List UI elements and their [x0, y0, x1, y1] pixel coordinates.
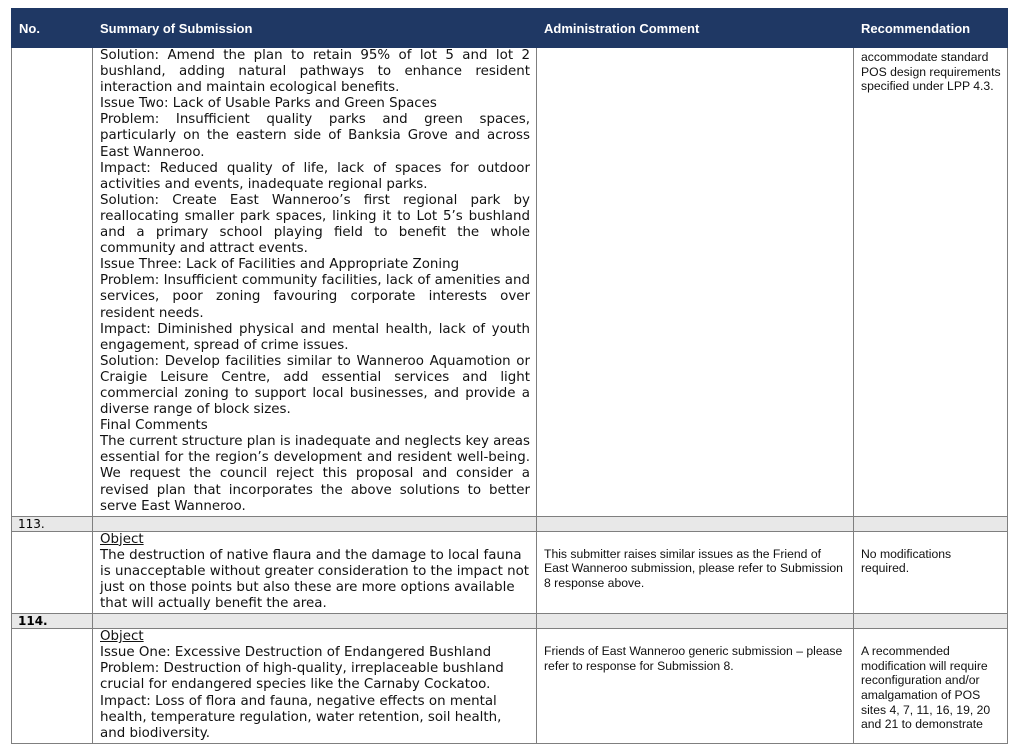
- submission-113-summary-cell: [93, 531, 537, 613]
- summary-line: Solution: Create East Wanneroo’s first regional park by reallocating smaller park spaces, linking it to Lot 5’s bushland and a primary school playing field to benefit the whole community and attract events.: [100, 192, 530, 257]
- submission-113-number: 113.: [12, 516, 93, 531]
- submission-114-number: 114.: [12, 614, 93, 629]
- continued-summary-cell: [93, 48, 537, 517]
- summary-text: The destruction of native flaura and the damage to local fauna is unacceptable without greater consideration to the impact not just on those points but also these are more options available that will actually benefit the area.: [100, 547, 530, 612]
- object-label: Object: [100, 629, 144, 645]
- object-label: Object: [100, 531, 144, 547]
- submission-114-recommendation: A recommended modification will require reconfiguration and/or amalgamation of POS sites 4, 7, 11, 16, 19, 20 and 21 to demonstrate: [854, 629, 1008, 744]
- submission-113-number-row: [12, 516, 1008, 531]
- summary-line: Solution: Develop facilities similar to Wanneroo Aquamotion or Craigie Leisure Centre, add essential services and light commercial zoning to support local businesses, and provide a diverse range of block sizes.: [100, 353, 530, 418]
- summary-line: Problem: Destruction of high-quality, irreplaceable bushland crucial for endangered species like the Carnaby Cockatoo.: [100, 661, 504, 693]
- summary-line: Issue One: Excessive Destruction of Endangered Bushland: [100, 645, 492, 661]
- continued-admin-cell: [537, 48, 854, 517]
- continued-no-cell: [12, 48, 93, 517]
- continued-recommendation-cell: accommodate standard POS design requirements specified under LPP 4.3.: [854, 48, 1008, 517]
- summary-line: Issue Two: Lack of Usable Parks and Green Spaces: [100, 96, 437, 112]
- header-admin-comment: Administration Comment: [537, 9, 854, 48]
- summary-line: Final Comments: [100, 418, 208, 434]
- submission-113-admin-comment: This submitter raises similar issues as the Friend of East Wanneroo submission, please refer to Submission 8 response above.: [537, 531, 854, 613]
- summary-line: The current structure plan is inadequate and neglects key areas essential for the region’s development and resident well-being. We request the council reject this proposal and consider a revised plan that incorporates the above solutions to better serve East Wanneroo.: [100, 434, 530, 514]
- submission-114-admin-comment: Friends of East Wanneroo generic submission – please refer to response for Submission 8.: [537, 629, 854, 744]
- summary-line: Solution: Amend the plan to retain 95% of lot 5 and lot 2 bushland, adding natural pathways to enhance resident interaction and maintain ecological benefits.: [100, 48, 530, 96]
- submissions-table-page: [11, 8, 1007, 744]
- table-header-row: [12, 9, 1008, 48]
- summary-line: Problem: Insufficient quality parks and green spaces, particularly on the eastern side of Banksia Grove and across East Wanneroo.: [100, 112, 530, 160]
- summary-line: Impact: Reduced quality of life, lack of spaces for outdoor activities and events, inadequate regional parks.: [100, 160, 530, 192]
- summary-line: Problem: Insufficient community facilities, lack of amenities and services, poor zoning favouring corporate interests over resident needs.: [100, 273, 530, 321]
- submission-113-row: [12, 531, 1008, 613]
- summary-line: Issue Three: Lack of Facilities and Appropriate Zoning: [100, 257, 460, 273]
- submissions-table: [11, 8, 1008, 744]
- header-no: No.: [12, 9, 93, 48]
- table-row-continued: [12, 48, 1008, 517]
- submission-113-recommendation: No modifications required.: [854, 531, 1008, 613]
- summary-line: Impact: Diminished physical and mental health, lack of youth engagement, spread of crime issues.: [100, 321, 530, 353]
- submission-114-row: [12, 629, 1008, 744]
- submission-114-summary-cell: [93, 629, 537, 744]
- header-summary: Summary of Submission: [93, 9, 537, 48]
- header-recommendation: Recommendation: [854, 9, 1008, 48]
- submission-114-number-row: [12, 614, 1008, 629]
- summary-line: Impact: Loss of flora and fauna, negative effects on mental health, temperature regulation, water retention, soil health, and biodiversity.: [100, 693, 502, 741]
